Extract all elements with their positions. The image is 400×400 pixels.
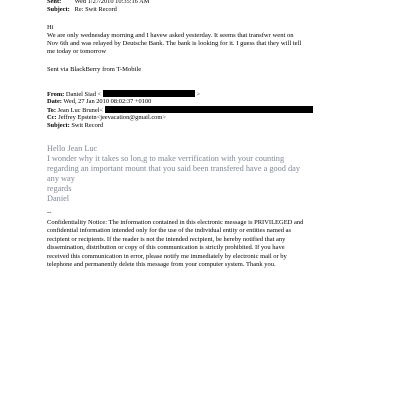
orig-subject-value: Swit Record <box>71 122 104 129</box>
to-label: To: <box>47 107 56 114</box>
cc-row <box>47 114 166 122</box>
notice-line: received this communication in error, please notify me immediately by electronic mail or by <box>47 252 287 260</box>
notice-line: Confidentiality Notice: The information contained in this electronic message is PRIVILEGED and <box>47 219 304 226</box>
reply-greeting: Hi <box>47 24 54 31</box>
subject-label: Subject: <box>47 6 70 13</box>
notice-line: dissemination, distribution or copy of this communication is strictly prohibited. If you have <box>47 244 285 252</box>
redaction-bar <box>103 90 195 97</box>
date-value: Wed, 27 Jan 2010 08:02:37 +0100 <box>63 98 152 105</box>
body-line: I wonder why it takes so lon,g to make verrification with your counting <box>47 154 285 163</box>
orig-subject-row <box>47 122 103 130</box>
signature-separator: -- <box>47 209 52 216</box>
from-label: From: <box>47 91 65 98</box>
body-line: regarding an important mount that you said been transfered have a good day <box>47 164 300 173</box>
original-body <box>47 144 387 204</box>
reply-line: We are only wednesday morning and I havew asked yesterday. It seems that transfwr went on <box>47 32 294 39</box>
sent-label: Sent: <box>47 0 62 5</box>
subject-row <box>47 6 117 14</box>
redaction-bar <box>105 106 313 113</box>
date-label: Date: <box>47 98 62 105</box>
from-value: Daniel Siad < <box>65 91 102 98</box>
body-line: any way <box>47 174 75 183</box>
reply-line: Nov 6th and was relayed by Deutsche Bank. The bank is looking for it. I guess that they will tell <box>47 40 302 47</box>
sent-value: Wed 1/27/2010 10:35:16 AM <box>74 0 150 5</box>
reply-line: me today or tomorrow <box>47 48 107 55</box>
confidentiality-notice <box>47 219 357 269</box>
notice-line: confidential information intended only for the use of the individual entity or entities named as <box>47 227 292 235</box>
cc-label: Cc: <box>47 114 57 121</box>
subject-value: Re: Swit Record <box>74 6 117 13</box>
date-row <box>47 98 151 106</box>
body-line: regards <box>47 184 72 193</box>
cc-value: Jeffrey Epstein<jeevacation@gmail.com> <box>58 114 166 121</box>
notice-line: telephone and permanently delete this message from your computer system. Thank you. <box>47 261 276 269</box>
orig-subject-label: Subject: <box>47 122 70 129</box>
from-suffix: > <box>196 91 200 98</box>
notice-line: recipient or recipients. If the reader is not the intended recipient, be hereby notified that any <box>47 235 286 243</box>
body-line: Hello Jean Luc <box>47 144 98 153</box>
reply-signature: Sent via BlackBerry from T-Mobile <box>47 66 142 73</box>
body-line: Daniel <box>47 194 70 203</box>
to-value: Jean Luc Brunel< <box>57 107 104 114</box>
